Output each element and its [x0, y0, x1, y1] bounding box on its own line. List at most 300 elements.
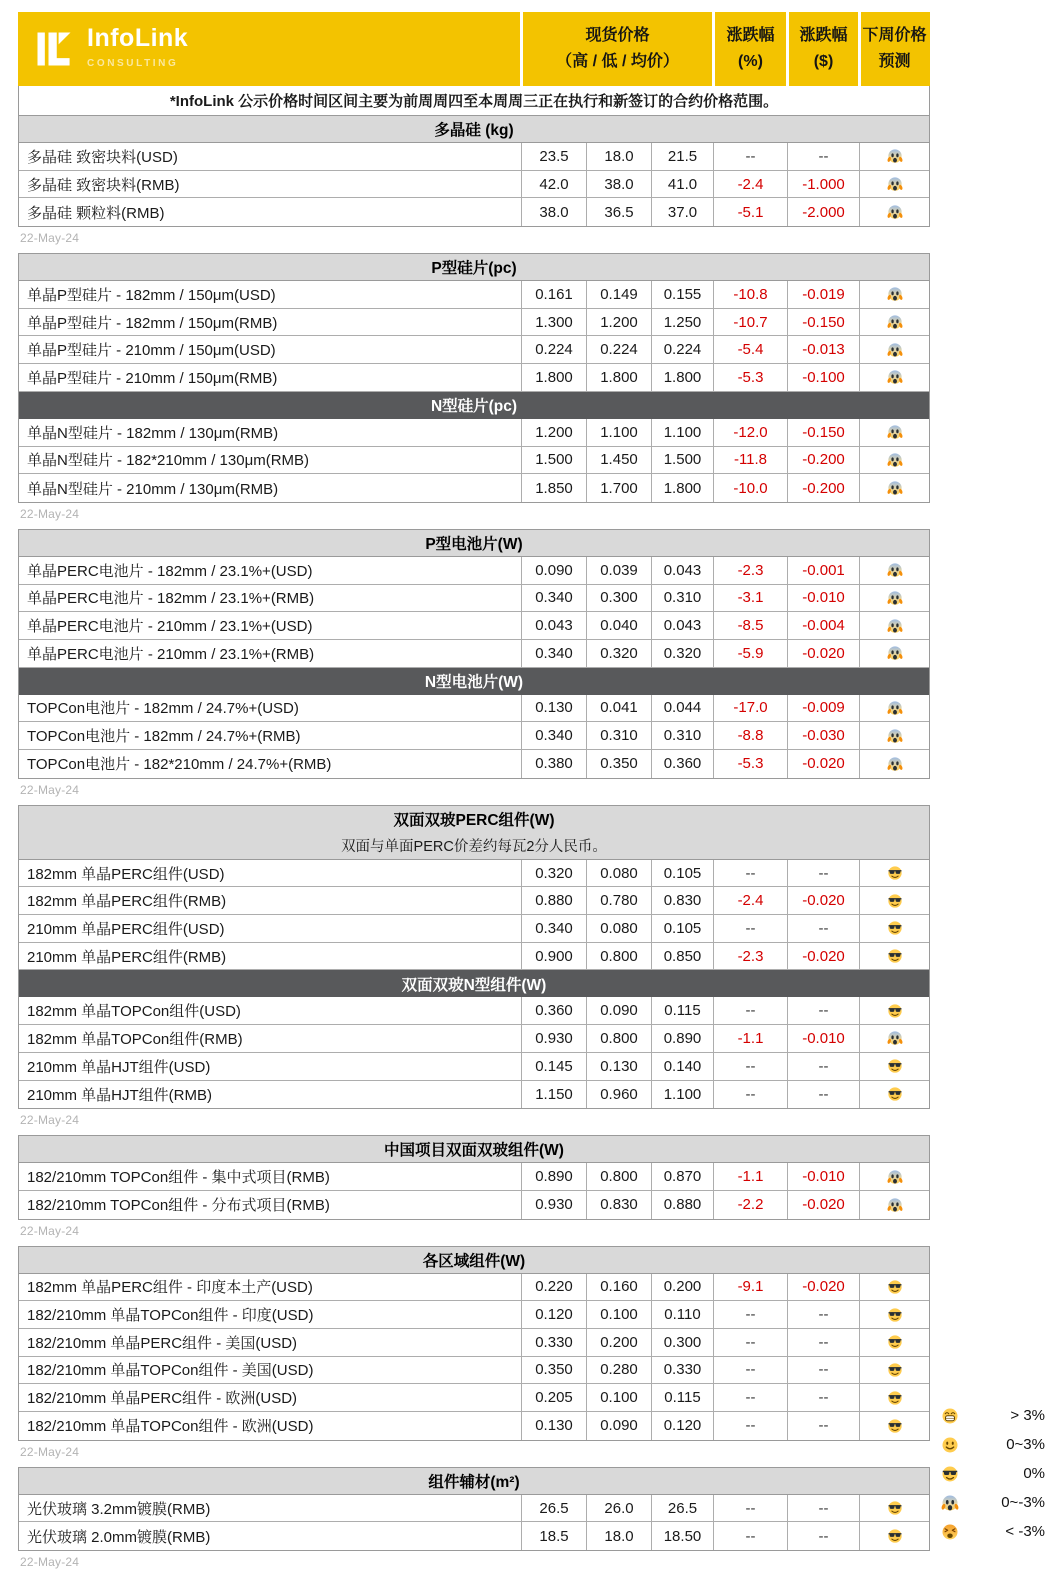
scream-emoji [887, 424, 903, 440]
price-avg: 0.110 [651, 1301, 713, 1328]
section-header: 双面双玻PERC组件(W) [19, 806, 929, 833]
section-header: N型硅片(pc) [19, 392, 929, 419]
scream-emoji [887, 480, 903, 496]
price-avg: 0.115 [651, 997, 713, 1024]
change-usd: -0.020 [787, 1274, 859, 1301]
price-low: 0.300 [586, 585, 651, 612]
price-low: 0.130 [586, 1053, 651, 1080]
table-row [19, 943, 929, 971]
forecast-cell [859, 143, 929, 170]
forecast-cell [859, 1329, 929, 1356]
table-row [19, 722, 929, 750]
col-header-forecast: 下周价格 预测 [858, 12, 928, 86]
price-table-block [18, 1467, 930, 1551]
section-note: 双面与单面PERC价差约每瓦2分人民币。 [19, 833, 929, 860]
forecast-cell [859, 1522, 929, 1550]
forecast-cell [859, 860, 929, 887]
row-label: 182/210mm TOPCon组件 - 集中式项目(RMB) [27, 1169, 330, 1187]
price-low: 1.800 [586, 364, 651, 391]
table-row [19, 281, 929, 309]
price-avg: 0.105 [651, 860, 713, 887]
cool-emoji [887, 1086, 903, 1102]
change-pct: -5.4 [713, 336, 787, 363]
row-label: 多晶硅 致密块料(USD) [27, 148, 178, 166]
price-low: 26.0 [586, 1495, 651, 1522]
infolink-logo-icon [32, 27, 76, 71]
cool-emoji [887, 1058, 903, 1074]
change-pct: -- [713, 915, 787, 942]
price-table-block [18, 805, 930, 1110]
price-avg: 0.043 [651, 557, 713, 584]
row-label: 182/210mm 单晶TOPCon组件 - 印度(USD) [27, 1307, 314, 1325]
forecast-cell [859, 309, 929, 336]
table-row [19, 1384, 929, 1412]
price-avg: 0.360 [651, 750, 713, 778]
forecast-cell [859, 695, 929, 722]
section-header: 双面双玻N型组件(W) [19, 970, 929, 997]
table-row [19, 1357, 929, 1385]
price-low: 0.041 [586, 695, 651, 722]
change-usd: -- [787, 1329, 859, 1356]
table-row [19, 1495, 929, 1523]
change-pct: -1.1 [713, 1163, 787, 1190]
section-header: 各区域组件(W) [19, 1247, 929, 1274]
forecast-cell [859, 1384, 929, 1411]
logo-sub-text: CONSULTING [87, 57, 179, 69]
price-high: 0.043 [521, 612, 586, 639]
forecast-cell [859, 887, 929, 914]
price-sheet [18, 12, 930, 1577]
price-avg: 0.890 [651, 1025, 713, 1052]
price-low: 0.224 [586, 336, 651, 363]
price-avg: 37.0 [651, 198, 713, 226]
price-high: 0.340 [521, 640, 586, 667]
price-high: 0.130 [521, 1412, 586, 1440]
forecast-cell [859, 474, 929, 502]
price-high: 0.120 [521, 1301, 586, 1328]
table-row [19, 419, 929, 447]
change-usd: -0.200 [787, 474, 859, 502]
scream-emoji [887, 1197, 903, 1213]
price-high: 1.300 [521, 309, 586, 336]
scream-emoji [887, 342, 903, 358]
forecast-cell [859, 612, 929, 639]
section-header: P型电池片(W) [19, 530, 929, 557]
price-low: 0.040 [586, 612, 651, 639]
cool-emoji [887, 1003, 903, 1019]
change-usd: -0.200 [787, 447, 859, 474]
forecast-cell [859, 1025, 929, 1052]
forecast-cell [859, 997, 929, 1024]
change-usd: -- [787, 1081, 859, 1109]
cool-emoji [941, 1465, 959, 1483]
blocks [18, 115, 930, 1577]
cool-emoji [887, 948, 903, 964]
price-high: 0.360 [521, 997, 586, 1024]
scream-emoji [887, 204, 903, 220]
change-pct: -5.3 [713, 364, 787, 391]
scream-emoji [887, 314, 903, 330]
change-usd: -0.020 [787, 943, 859, 970]
price-avg: 0.850 [651, 943, 713, 970]
price-avg: 0.155 [651, 281, 713, 308]
change-usd: -- [787, 860, 859, 887]
change-pct: -10.8 [713, 281, 787, 308]
forecast-legend [933, 1401, 1045, 1546]
change-usd: -- [787, 1357, 859, 1384]
change-pct: -1.1 [713, 1025, 787, 1052]
table-row [19, 997, 929, 1025]
forecast-cell [859, 1191, 929, 1219]
price-high: 1.800 [521, 364, 586, 391]
price-high: 0.145 [521, 1053, 586, 1080]
price-low: 0.100 [586, 1301, 651, 1328]
cool-emoji [887, 1528, 903, 1544]
table-row [19, 447, 929, 475]
price-table-block [18, 529, 930, 779]
price-high: 0.090 [521, 557, 586, 584]
price-high: 0.205 [521, 1384, 586, 1411]
row-label: 单晶P型硅片 - 210mm / 150μm(RMB) [27, 369, 278, 387]
date-label: 22-May-24 [20, 231, 80, 246]
col-header-change-usd: 涨跌幅 ($) [786, 12, 858, 86]
price-avg: 26.5 [651, 1495, 713, 1522]
price-low: 0.830 [586, 1191, 651, 1219]
table-row [19, 585, 929, 613]
table-row [19, 1025, 929, 1053]
price-low: 0.310 [586, 722, 651, 749]
price-low: 36.5 [586, 198, 651, 226]
cool-emoji [887, 1362, 903, 1378]
scream-emoji [887, 286, 903, 302]
price-low: 0.080 [586, 860, 651, 887]
table-row [19, 695, 929, 723]
price-high: 0.350 [521, 1357, 586, 1384]
price-low: 0.149 [586, 281, 651, 308]
row-label: 182/210mm 单晶TOPCon组件 - 欧洲(USD) [27, 1418, 314, 1436]
scream-emoji [887, 700, 903, 716]
price-low: 1.700 [586, 474, 651, 502]
change-pct: -11.8 [713, 447, 787, 474]
price-table-block [18, 115, 930, 227]
forecast-cell [859, 1081, 929, 1109]
forecast-cell [859, 419, 929, 446]
scream-emoji [887, 645, 903, 661]
scream-emoji [887, 369, 903, 385]
change-usd: -0.019 [787, 281, 859, 308]
change-usd: -0.010 [787, 585, 859, 612]
row-label: 多晶硅 颗粒料(RMB) [27, 204, 165, 222]
price-high: 23.5 [521, 143, 586, 170]
price-high: 1.500 [521, 447, 586, 474]
price-avg: 1.100 [651, 1081, 713, 1109]
change-usd: -- [787, 1412, 859, 1440]
change-pct: -10.7 [713, 309, 787, 336]
date-label: 22-May-24 [20, 1113, 80, 1128]
price-low: 0.200 [586, 1329, 651, 1356]
price-low: 0.080 [586, 915, 651, 942]
table-row [19, 309, 929, 337]
forecast-cell [859, 1495, 929, 1522]
legend-label: 0% [1023, 1465, 1045, 1482]
price-table-block [18, 253, 930, 503]
col-header-change-pct: 涨跌幅 (%) [712, 12, 786, 86]
price-high: 0.220 [521, 1274, 586, 1301]
row-label: 多晶硅 致密块料(RMB) [27, 176, 180, 194]
forecast-cell [859, 171, 929, 198]
change-pct: -- [713, 1495, 787, 1522]
table-row [19, 1191, 929, 1219]
price-low: 0.280 [586, 1357, 651, 1384]
row-label: TOPCon电池片 - 182mm / 24.7%+(USD) [27, 700, 299, 718]
forecast-cell [859, 943, 929, 970]
change-pct: -- [713, 997, 787, 1024]
price-low: 0.350 [586, 750, 651, 778]
table-row [19, 143, 929, 171]
change-pct: -2.4 [713, 171, 787, 198]
price-high: 0.900 [521, 943, 586, 970]
change-usd: -0.013 [787, 336, 859, 363]
price-high: 0.320 [521, 860, 586, 887]
table-row [19, 557, 929, 585]
price-avg: 0.830 [651, 887, 713, 914]
change-usd: -- [787, 997, 859, 1024]
forecast-cell [859, 557, 929, 584]
price-avg: 0.224 [651, 336, 713, 363]
price-high: 0.880 [521, 887, 586, 914]
change-usd: -0.020 [787, 750, 859, 778]
change-usd: -0.020 [787, 887, 859, 914]
smile-emoji [941, 1436, 959, 1454]
scream-emoji [887, 1169, 903, 1185]
price-avg: 1.800 [651, 474, 713, 502]
date-label: 22-May-24 [20, 782, 80, 797]
forecast-cell [859, 585, 929, 612]
price-avg: 41.0 [651, 171, 713, 198]
change-pct: -- [713, 860, 787, 887]
date-label: 22-May-24 [20, 1444, 80, 1459]
price-high: 26.5 [521, 1495, 586, 1522]
price-high: 0.330 [521, 1329, 586, 1356]
cool-emoji [887, 1500, 903, 1516]
forecast-cell [859, 640, 929, 667]
change-pct: -- [713, 143, 787, 170]
forecast-cell [859, 364, 929, 391]
scream-emoji [941, 1494, 959, 1512]
legend-item [933, 1488, 1045, 1517]
row-label: 单晶N型硅片 - 210mm / 130μm(RMB) [27, 480, 279, 498]
logo-main-text: InfoLink [87, 23, 189, 52]
infolink-logo [18, 12, 520, 86]
forecast-cell [859, 336, 929, 363]
change-pct: -8.5 [713, 612, 787, 639]
price-high: 0.380 [521, 750, 586, 778]
legend-label: > 3% [1010, 1407, 1045, 1424]
price-table-block [18, 1246, 930, 1441]
row-label: 单晶P型硅片 - 182mm / 150μm(RMB) [27, 314, 278, 332]
row-label: 182mm 单晶TOPCon组件(USD) [27, 1003, 241, 1021]
price-high: 0.890 [521, 1163, 586, 1190]
table-row [19, 198, 929, 226]
section-header: 中国项目双面双玻组件(W) [19, 1136, 929, 1163]
change-pct: -5.9 [713, 640, 787, 667]
forecast-cell [859, 1163, 929, 1190]
change-pct: -- [713, 1357, 787, 1384]
row-label: 光伏玻璃 3.2mm镀膜(RMB) [27, 1500, 211, 1518]
change-usd: -0.020 [787, 640, 859, 667]
price-high: 42.0 [521, 171, 586, 198]
price-high: 0.930 [521, 1191, 586, 1219]
price-high: 1.850 [521, 474, 586, 502]
change-pct: -5.3 [713, 750, 787, 778]
table-row [19, 1329, 929, 1357]
forecast-cell [859, 722, 929, 749]
price-low: 1.450 [586, 447, 651, 474]
scream-emoji [887, 176, 903, 192]
scream-emoji [887, 590, 903, 606]
row-label: 单晶P型硅片 - 182mm / 150μm(USD) [27, 286, 276, 304]
price-avg: 21.5 [651, 143, 713, 170]
change-pct: -- [713, 1522, 787, 1550]
price-low: 1.100 [586, 419, 651, 446]
price-high: 1.200 [521, 419, 586, 446]
forecast-cell [859, 1053, 929, 1080]
forecast-cell [859, 915, 929, 942]
price-low: 18.0 [586, 143, 651, 170]
table-row [19, 887, 929, 915]
table-row [19, 640, 929, 668]
forecast-cell [859, 1301, 929, 1328]
cool-emoji [887, 1390, 903, 1406]
price-avg: 0.043 [651, 612, 713, 639]
price-low: 0.039 [586, 557, 651, 584]
change-pct: -- [713, 1081, 787, 1109]
row-label: 单晶PERC电池片 - 182mm / 23.1%+(RMB) [27, 590, 315, 608]
row-label: TOPCon电池片 - 182mm / 24.7%+(RMB) [27, 728, 301, 746]
scream-emoji [887, 452, 903, 468]
price-avg: 0.115 [651, 1384, 713, 1411]
table-row [19, 915, 929, 943]
change-pct: -- [713, 1329, 787, 1356]
price-avg: 18.50 [651, 1522, 713, 1550]
price-low: 18.0 [586, 1522, 651, 1550]
price-high: 38.0 [521, 198, 586, 226]
price-avg: 0.140 [651, 1053, 713, 1080]
forecast-cell [859, 281, 929, 308]
price-low: 0.800 [586, 1025, 651, 1052]
cool-emoji [887, 893, 903, 909]
change-usd: -0.150 [787, 309, 859, 336]
price-high: 0.930 [521, 1025, 586, 1052]
row-label: 182mm 单晶PERC组件(RMB) [27, 893, 227, 911]
cool-emoji [887, 920, 903, 936]
row-label: 182mm 单晶TOPCon组件(RMB) [27, 1030, 243, 1048]
price-low: 0.780 [586, 887, 651, 914]
cool-emoji [887, 1279, 903, 1295]
price-low: 0.320 [586, 640, 651, 667]
legend-item [933, 1401, 1045, 1430]
cool-emoji [887, 1418, 903, 1434]
forecast-cell [859, 198, 929, 226]
change-usd: -0.004 [787, 612, 859, 639]
legend-item [933, 1459, 1045, 1488]
change-usd: -- [787, 143, 859, 170]
scream-emoji [887, 728, 903, 744]
price-low: 0.090 [586, 1412, 651, 1440]
price-low: 0.800 [586, 1163, 651, 1190]
price-avg: 1.100 [651, 419, 713, 446]
change-pct: -12.0 [713, 419, 787, 446]
change-usd: -0.020 [787, 1191, 859, 1219]
change-usd: -0.010 [787, 1163, 859, 1190]
price-low: 0.100 [586, 1384, 651, 1411]
change-pct: -3.1 [713, 585, 787, 612]
change-usd: -- [787, 1384, 859, 1411]
scream-emoji [887, 148, 903, 164]
legend-label: 0~3% [1006, 1436, 1045, 1453]
price-high: 0.224 [521, 336, 586, 363]
section-header: 组件辅材(m²) [19, 1468, 929, 1495]
legend-label: 0~-3% [1001, 1494, 1045, 1511]
table-row [19, 1522, 929, 1550]
change-usd: -- [787, 1301, 859, 1328]
forecast-cell [859, 1412, 929, 1440]
price-low: 38.0 [586, 171, 651, 198]
change-usd: -0.010 [787, 1025, 859, 1052]
cool-emoji [887, 1334, 903, 1350]
table-row [19, 612, 929, 640]
price-avg: 0.870 [651, 1163, 713, 1190]
change-pct: -2.3 [713, 943, 787, 970]
scream-emoji [887, 562, 903, 578]
brand-header [18, 12, 930, 86]
change-usd: -0.009 [787, 695, 859, 722]
cool-emoji [887, 865, 903, 881]
price-avg: 0.300 [651, 1329, 713, 1356]
date-label: 22-May-24 [20, 1555, 80, 1570]
legend-item [933, 1430, 1045, 1459]
change-usd: -- [787, 1522, 859, 1550]
table-row [19, 171, 929, 199]
change-pct: -2.2 [713, 1191, 787, 1219]
change-pct: -- [713, 1384, 787, 1411]
price-avg: 0.310 [651, 722, 713, 749]
change-usd: -0.001 [787, 557, 859, 584]
price-avg: 0.330 [651, 1357, 713, 1384]
row-label: 210mm 单晶PERC组件(RMB) [27, 948, 227, 966]
price-avg: 0.120 [651, 1412, 713, 1440]
change-pct: -2.4 [713, 887, 787, 914]
grin-emoji [941, 1407, 959, 1425]
forecast-cell [859, 750, 929, 778]
row-label: 单晶PERC电池片 - 210mm / 23.1%+(USD) [27, 618, 313, 636]
row-label: 210mm 单晶PERC组件(USD) [27, 920, 225, 938]
scream-emoji [887, 756, 903, 772]
table-row [19, 1081, 929, 1109]
table-row [19, 860, 929, 888]
row-label: 210mm 单晶HJT组件(USD) [27, 1058, 211, 1076]
change-usd: -- [787, 915, 859, 942]
forecast-cell [859, 1357, 929, 1384]
change-pct: -17.0 [713, 695, 787, 722]
table-row [19, 750, 929, 778]
scream-emoji [887, 618, 903, 634]
price-low: 0.160 [586, 1274, 651, 1301]
forecast-cell [859, 447, 929, 474]
section-header: P型硅片(pc) [19, 254, 929, 281]
change-pct: -- [713, 1053, 787, 1080]
change-usd: -- [787, 1053, 859, 1080]
